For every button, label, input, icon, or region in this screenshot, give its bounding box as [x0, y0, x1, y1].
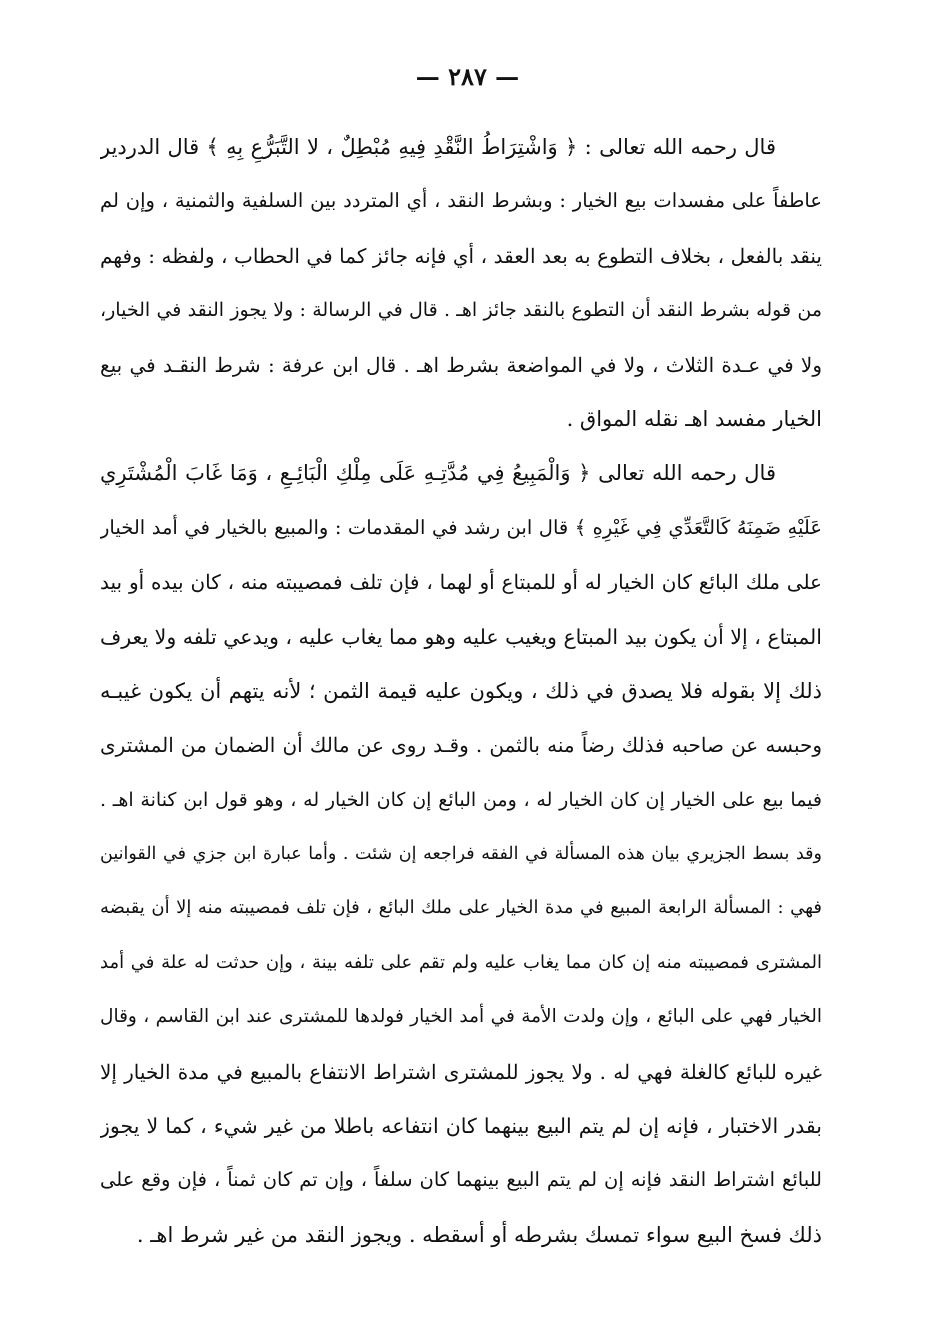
text-line: على ملك البائع كان الخيار له أو للمبتاع أو لهما ، فإن تلف فمصيبته منه ، كان بيده أو بيد [100, 570, 822, 595]
text-line: وحبسه عن صاحبه فذلك رضاً منه بالثمن . وقـد روى عن مالك أن الضمان من المشترى [100, 733, 822, 758]
text-line: ينقد بالفعل ، بخلاف التطوع به بعد العقد ، أي فإنه جائز كما في الحطاب ، ولفظه : وفهم [100, 243, 822, 268]
text-line: المبتاع ، إلا أن يكون بيد المبتاع ويغيب عليه وهو مما يغاب عليه ، ويدعي تلفه ولا يعرف [100, 624, 822, 649]
paragraph [100, 446, 822, 1262]
text-line: ذلك فسخ البيع سواء تمسك بشرطه أو أسقطه . ويجوز النقد من غير شرط اهـ . [136, 1222, 822, 1247]
text-line: ولا في عـدة الثلاث ، ولا في المواضعة بشرط اهـ . قال ابن عرفة : شرط النقـد في بيع [100, 352, 822, 377]
text-line: فهي : المسألة الرابعة المبيع في مدة الخيار على ملك البائع ، فإن تلف فمصيبته منه إلا أن يقبضه [100, 897, 822, 919]
paragraph [100, 120, 822, 446]
text-line: قال رحمه الله تعالى ﴿ وَالْمَبِيعُ فِي مُدَّتِـهِ عَلَى مِلْكِ الْبَائِـعِ ، وَمَا غَابَ الْمُشْتَرِي [100, 461, 776, 486]
text-line: الخيار مفسد اهـ نقله المواق . [566, 406, 822, 431]
text-line: وقد بسط الجزيري بيان هذه المسألة في الفقه فراجعه إن شئت . وأما عبارة ابن جزي في القوانين [100, 844, 822, 865]
text-line: ذلك إلا بقوله فلا يصدق في ذلك ، ويكون عليه قيمة الثمن ؛ لأنه يتهم أن يكون غيبـه [100, 678, 822, 703]
text-line: من قوله بشرط النقد أن التطوع بالنقد جائز اهـ . قال في الرسالة : ولا يجوز النقد في الخيار، [100, 299, 822, 322]
text-line: عَلَيْهِ ضَمِنَهُ كَالتَّعَدِّي فِي غَيْرِهِ ﴾ قال ابن رشد في المقدمات : والمبيع بالخيار في أمد الخيار [100, 515, 822, 539]
text-line: فيما بيع على الخيار إن كان الخيار له ، ومن البائع إن كان الخيار له ، وهو قول ابن كنانة اهـ . [100, 788, 822, 811]
text-line: المشترى فمصيبته منه إن كان مما يغاب عليه ولم تقم على تلفه بينة ، وإن حدثت له علة في أمد [100, 951, 822, 973]
page-body [100, 120, 822, 1262]
page-number: — ٢٨٧ — [415, 62, 520, 91]
text-line: بقدر الاختبار ، فإنه إن لم يتم البيع بينهما كان انتفاعه باطلا من غير شيء ، كما لا يجوز [100, 1114, 822, 1139]
text-line: قال رحمه الله تعالى : ﴿ وَاشْتِرَاطُ النَّقْدِ فِيهِ مُبْطِلٌ ، لا التَّبَرُّعِ بِهِ ﴾ قال الدردير [100, 135, 776, 159]
text-line: عاطفاً على مفسدات بيع الخيار : وبشرط النقد ، أي المتردد بين السلفية والثمنية ، وإن لم [100, 189, 822, 213]
text-line: غيره للبائع كالغلة فهي له . ولا يجوز للمشترى اشتراط الانتفاع بالمبيع في مدة الخيار إلا [100, 1059, 822, 1084]
text-line: للبائع اشتراط النقد فإنه إن لم يتم البيع بينهما كان سلفاً ، وإن تم كان ثمناً ، فإن وقع على [100, 1168, 822, 1192]
text-line: الخيار فهي على البائع ، وإن ولدت الأمة في أمد الخيار فولدها للمشترى عند ابن القاسم ، وقال [100, 1006, 822, 1028]
